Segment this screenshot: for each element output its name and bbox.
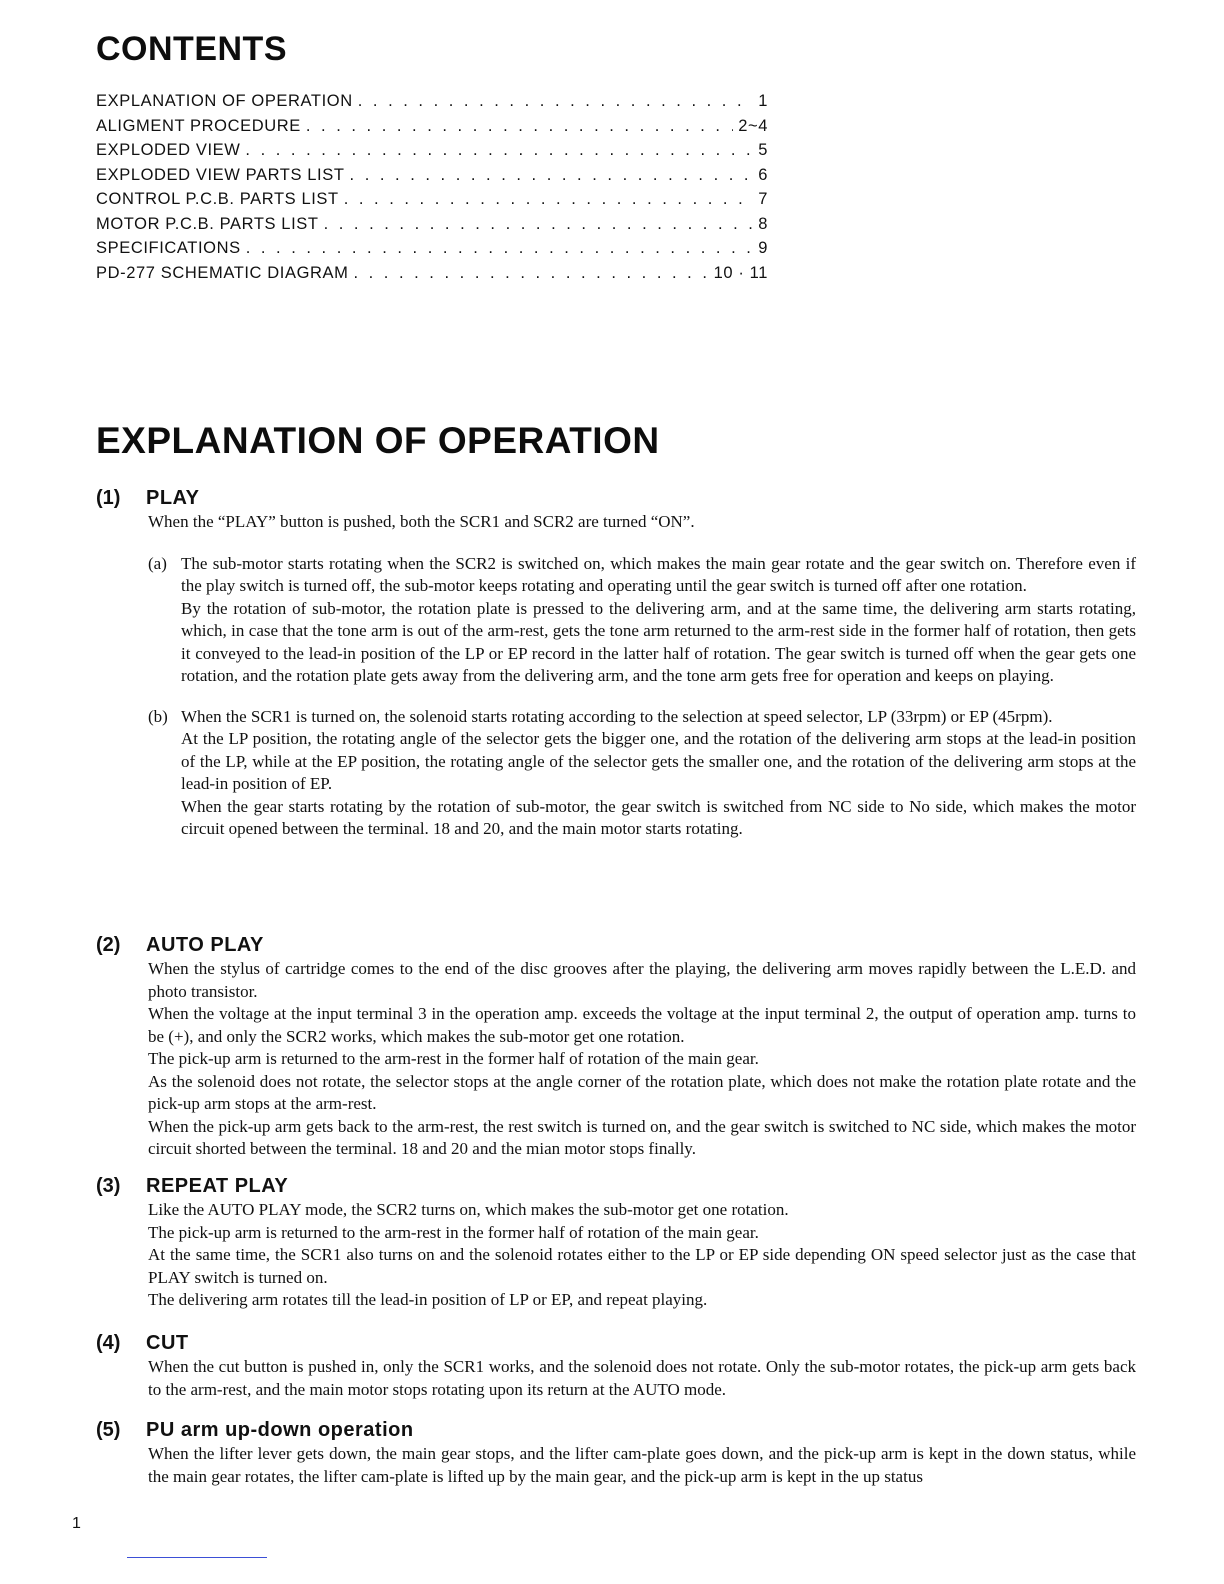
- section-play: [96, 485, 1136, 841]
- section-body: [148, 1199, 1136, 1312]
- section-body: [148, 1443, 1136, 1488]
- toc-leader-dots: [324, 212, 754, 237]
- toc-entry-page: 1: [758, 92, 768, 110]
- section-title: AUTO PLAY: [146, 934, 264, 956]
- paragraph: As the solenoid does not rotate, the selector stops at the angle corner of the rotation plate, which does not make the rotation plate rotate and the pick-up arm stops at the arm-rest.: [148, 1071, 1136, 1113]
- section-number: (3): [96, 1175, 121, 1197]
- toc-entry-page: 9: [758, 239, 768, 257]
- sub-item-label: (b): [148, 706, 168, 726]
- toc-entry-title: MOTOR P.C.B. PARTS LIST: [96, 214, 319, 233]
- sub-item-label: (a): [148, 553, 167, 573]
- paragraph: When the stylus of cartridge comes to the end of the disc grooves after the playing, the delivering arm moves rapidly between the L.E.D. and photo transistor.: [148, 959, 1136, 1001]
- paragraph: By the rotation of sub-motor, the rotation plate is pressed to the delivering arm, and at the same time, the delivering arm starts rotating, which, in case that the tone arm is out of the arm-rest, gets the tone arm returned to the arm-rest side in the former half of rotation, then gets it conveyed to the lead-in position of the LP or EP record in the latter half of rotation. The gear switch is turned off when the gear gets one rotation, and the rotation plate gets away from the delivering arm, and the tone arm gets free for operation and keeps on playing.: [181, 598, 1136, 685]
- section-cut: [96, 1330, 1136, 1401]
- paragraph: The delivering arm rotates till the lead-in position of LP or EP, and repeat playing.: [148, 1290, 708, 1309]
- toc-entry-title: SPECIFICATIONS: [96, 239, 241, 257]
- section-title: REPEAT PLAY: [146, 1175, 289, 1197]
- paragraph: The pick-up arm is returned to the arm-rest in the former half of rotation of the main gear.: [148, 1222, 759, 1242]
- section-number: (4): [96, 1332, 121, 1354]
- section-intro: When the “PLAY” button is pushed, both the SCR1 and SCR2 are turned “ON”.: [148, 512, 695, 531]
- toc-entry[interactable]: [96, 236, 768, 261]
- section-heading: [96, 485, 1136, 511]
- toc-leader-dots: [350, 163, 754, 188]
- toc-leader-dots: [245, 138, 753, 163]
- toc-entry[interactable]: [96, 114, 768, 139]
- toc-entry-page: 5: [758, 141, 768, 159]
- toc-entry[interactable]: [96, 138, 768, 163]
- toc-entry-page: 10 · 11: [713, 263, 768, 282]
- paragraph: Like the AUTO PLAY mode, the SCR2 turns on, which makes the sub-motor get one rotation.: [148, 1200, 789, 1219]
- toc-entry[interactable]: [96, 89, 768, 114]
- table-of-contents: [96, 89, 768, 285]
- toc-leader-dots: [306, 114, 733, 139]
- toc-entry-page: 6: [758, 165, 768, 184]
- paragraph: When the SCR1 is turned on, the solenoid starts rotating according to the selection at speed selector, LP (33rpm) or EP (45rpm).: [181, 706, 1053, 726]
- contents-heading: CONTENTS: [96, 30, 287, 68]
- toc-leader-dots: [246, 236, 754, 261]
- paragraph: The sub-motor starts rotating when the SCR2 is switched on, which makes the main gear rotate and the gear switch on. Therefore even if the play switch is turned off, the sub-motor keeps rotating and operating until the gear switch is turned off after one rotation.: [181, 553, 1136, 595]
- toc-entry-title: PD-277 SCHEMATIC DIAGRAM: [96, 263, 349, 282]
- paragraph: When the lifter lever gets down, the main gear stops, and the lifter cam-plate goes down, and the pick-up arm is kept in the down status, while the main gear rotates, the lifter cam-plate is lifted up by the main gear, and the pick-up arm is kept in the up status: [148, 1444, 1136, 1486]
- toc-entry-title: ALIGMENT PROCEDURE: [96, 116, 301, 135]
- toc-entry-page: 8: [758, 214, 768, 233]
- toc-entry-page: 7: [758, 190, 768, 208]
- section-number: (5): [96, 1419, 121, 1441]
- section-heading: [96, 1173, 1136, 1199]
- section-pu-arm: [96, 1417, 1136, 1488]
- toc-entry-page: 2~4: [738, 116, 768, 135]
- toc-entry-title: EXPLODED VIEW: [96, 141, 241, 159]
- section-auto-play: [96, 932, 1136, 1161]
- section-heading: [96, 932, 1136, 958]
- toc-leader-dots: [358, 89, 753, 114]
- section-title: PLAY: [146, 487, 200, 509]
- paragraph: At the same time, the SCR1 also turns on and the solenoid rotates either to the LP or EP side depending ON speed selector just as the case that PLAY switch is turned on.: [148, 1245, 1136, 1287]
- paragraph: The pick-up arm is returned to the arm-rest in the former half of rotation of the main gear.: [148, 1049, 759, 1068]
- toc-leader-dots: [344, 187, 754, 212]
- paragraph: When the gear starts rotating by the rotation of sub-motor, the gear switch is switched from NC side to No side, which makes the motor circuit opened between the terminal. 18 and 20, and the main motor starts rotating.: [181, 796, 1136, 838]
- paragraph: At the LP position, the rotating angle of the selector gets the bigger one, and the rotation of the delivering arm stops at the lead-in position of the LP, while at the EP position, the rotating angle of the selector gets the smaller one, and the rotation of the delivering arm stops at the lead-in position of EP.: [181, 729, 1136, 793]
- footer-rule: [127, 1557, 267, 1558]
- toc-entry[interactable]: [96, 163, 768, 188]
- section-title: CUT: [146, 1332, 189, 1354]
- toc-entry[interactable]: [96, 261, 768, 286]
- paragraph: When the pick-up arm gets back to the arm-rest, the rest switch is turned on, and the gear switch is switched to NC side, which makes the motor circuit shorted between the terminal. 18 and 20 and the mian motor stops finally.: [148, 1116, 1136, 1158]
- toc-entry[interactable]: [96, 212, 768, 237]
- section-repeat-play: [96, 1173, 1136, 1312]
- toc-leader-dots: [353, 261, 708, 286]
- section-heading: [96, 1330, 1136, 1356]
- section-heading: [96, 1417, 1136, 1443]
- toc-entry-title: EXPLANATION OF OPERATION: [96, 92, 353, 110]
- section-body: [148, 511, 1136, 841]
- section-number: (2): [96, 934, 121, 956]
- toc-entry-title: EXPLODED VIEW PARTS LIST: [96, 165, 345, 184]
- paragraph: When the cut button is pushed in, only the SCR1 works, and the solenoid does not rotate. Only the sub-motor rotates, the pick-up arm gets back to the arm-rest, and the main motor stops rotating upon its return at the AUTO mode.: [148, 1357, 1136, 1399]
- section-body: [148, 1356, 1136, 1401]
- section-title: PU arm up-down operation: [146, 1419, 414, 1441]
- sub-item-b: [148, 706, 1136, 841]
- toc-entry-title: CONTROL P.C.B. PARTS LIST: [96, 190, 339, 208]
- toc-entry[interactable]: [96, 187, 768, 212]
- paragraph: When the voltage at the input terminal 3 in the operation amp. exceeds the voltage at the input terminal 2, the output of operation amp. turns to be (+), and only the SCR2 works, which makes the sub-motor get one rotation.: [148, 1004, 1136, 1046]
- section-number: (1): [96, 487, 121, 509]
- explanation-heading: EXPLANATION OF OPERATION: [96, 420, 660, 461]
- section-body: [148, 958, 1136, 1161]
- sub-item-a: [148, 553, 1136, 688]
- page-number: 1: [72, 1515, 81, 1532]
